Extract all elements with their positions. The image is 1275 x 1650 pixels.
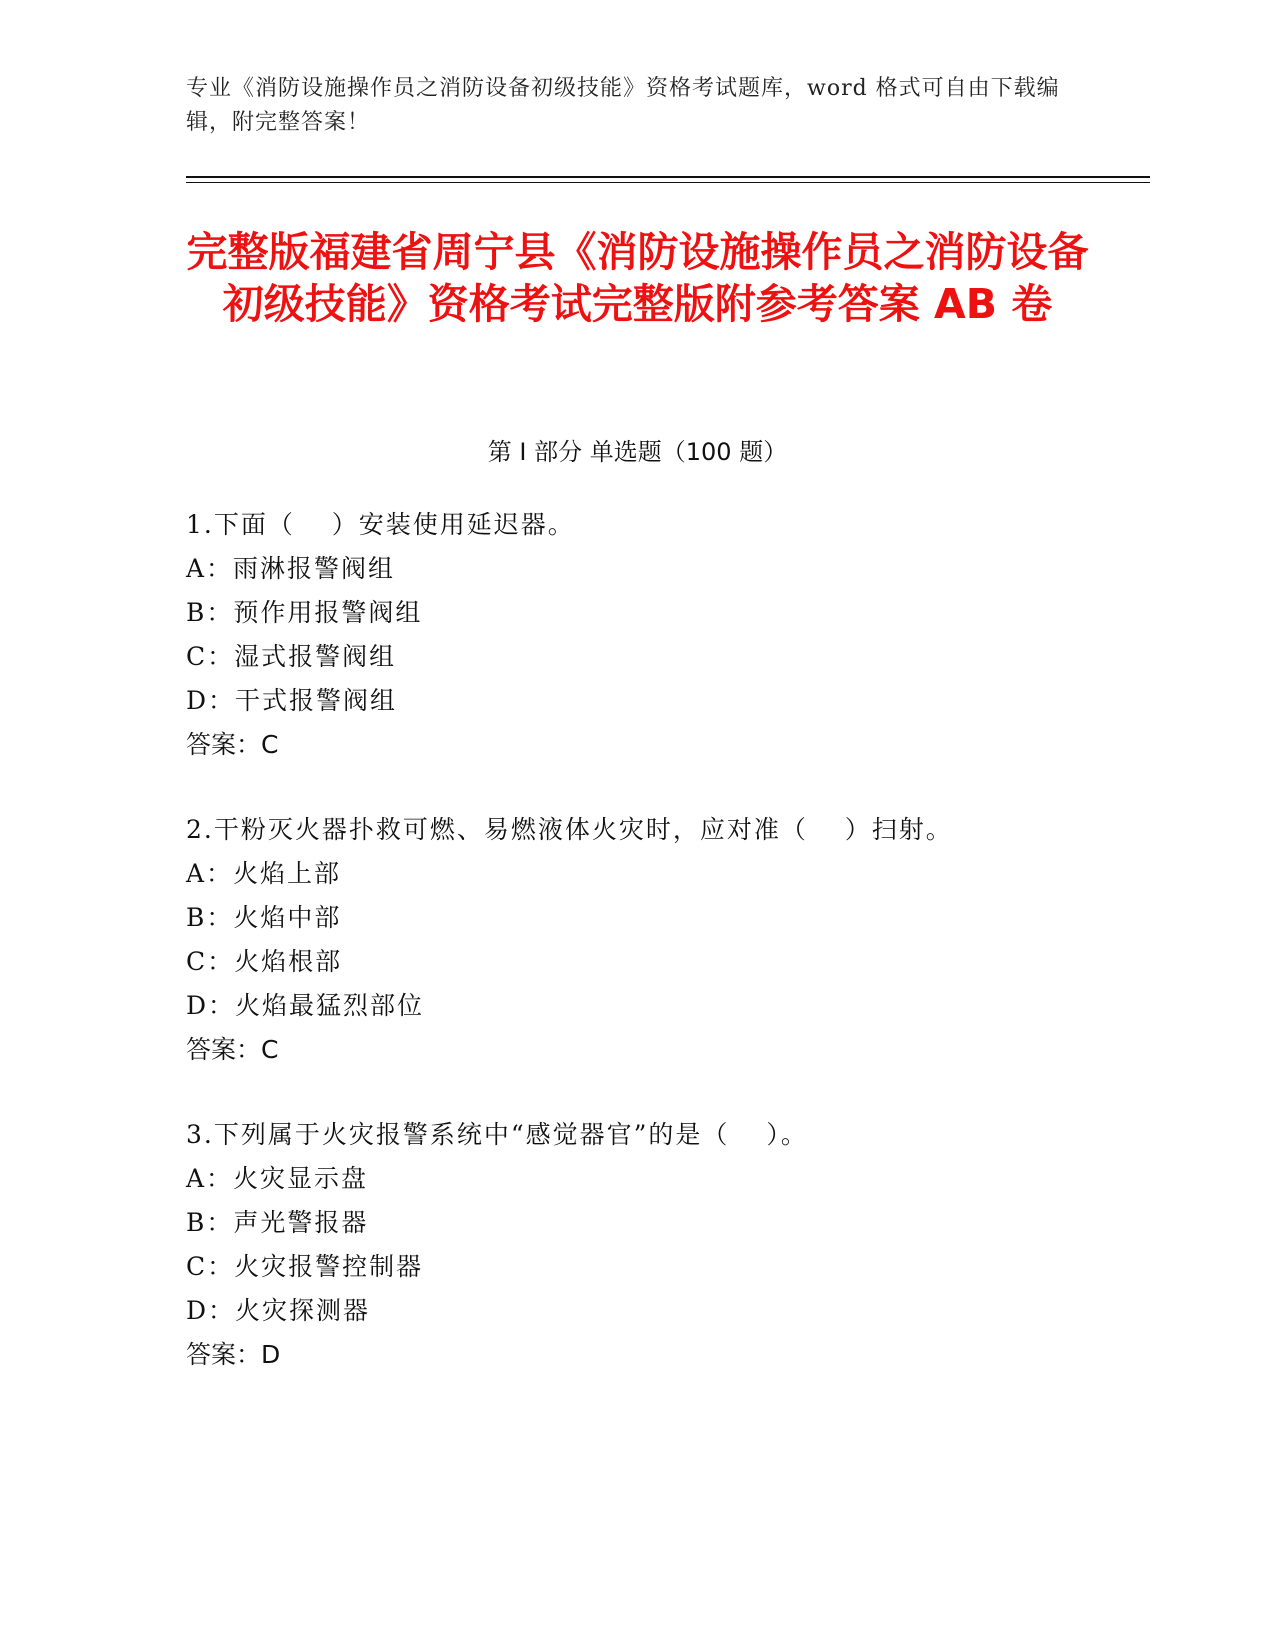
option-d: D：火灾探测器 [186,1296,371,1325]
answer: 答案：C [186,730,279,759]
question-stem: 1.下面（ ）安装使用延迟器。 [186,510,575,539]
header-rule-thin [186,182,1150,183]
question-stem: 3.下列属于火灾报警系统中“感觉器官”的是（ ）。 [186,1120,808,1149]
option-c: C：火焰根部 [186,947,343,976]
header-note: 专业《消防设施操作员之消防设备初级技能》资格考试题库，word 格式可自由下载编辑，附完整答案！ [186,76,1060,135]
option-c: C：火灾报警控制器 [186,1252,424,1281]
question-stem: 2.干粉灭火器扑救可燃、易燃液体火灾时，应对准（ ）扫射。 [186,815,953,844]
option-a: A：火灾显示盘 [186,1164,369,1193]
document-title: 完整版福建省周宁县《消防设施操作员之消防设备初级技能》资格考试完整版附参考答案 AB 卷 [186,228,1089,328]
option-d: D：干式报警阀组 [186,686,398,715]
header-rule-thick [186,176,1150,178]
section-title: 第 I 部分 单选题（100 题） [487,438,788,466]
question-2 [186,808,1146,1072]
answer: 答案：C [186,1035,279,1064]
option-c: C：湿式报警阀组 [186,642,397,671]
option-a: A：火焰上部 [186,859,342,888]
option-b: B：火焰中部 [186,903,342,932]
question-1 [186,503,1146,767]
answer: 答案：D [186,1340,281,1369]
option-b: B：预作用报警阀组 [186,598,423,627]
option-d: D：火焰最猛烈部位 [186,991,425,1020]
question-3 [186,1113,1146,1377]
option-a: A：雨淋报警阀组 [186,554,396,583]
option-b: B：声光警报器 [186,1208,369,1237]
